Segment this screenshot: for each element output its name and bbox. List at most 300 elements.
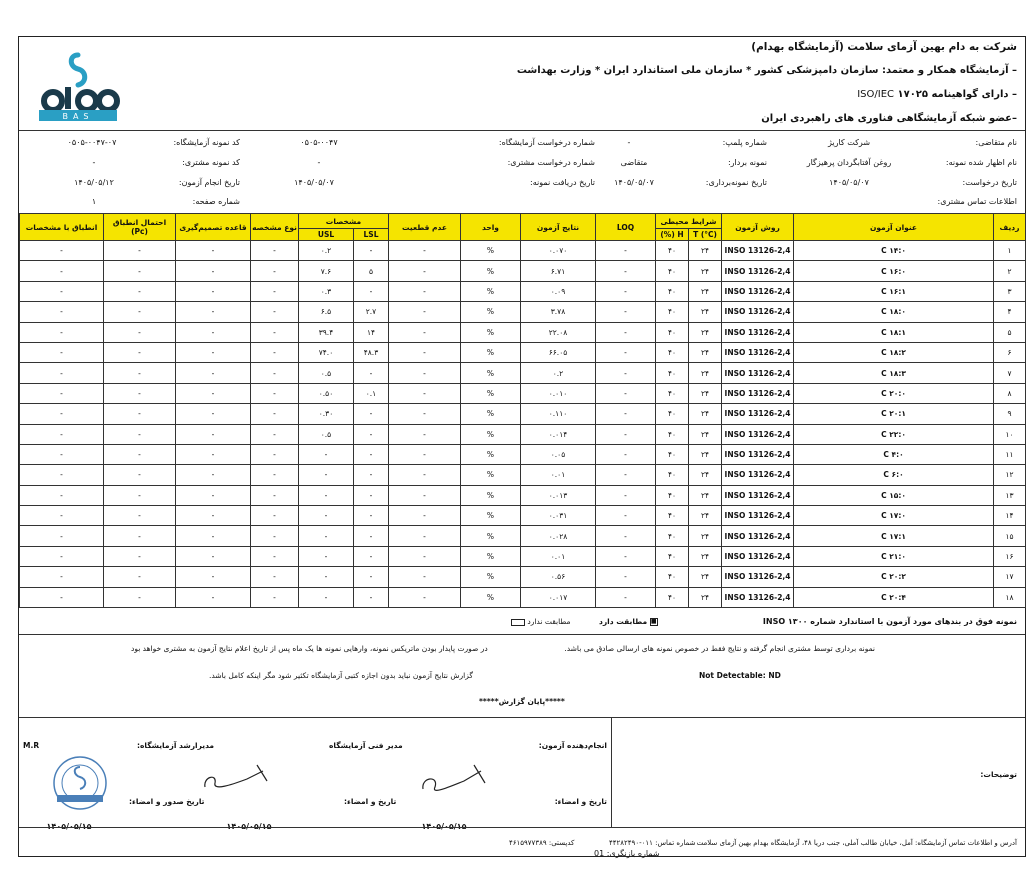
cell-test-method: INSO 13126-2,4 bbox=[722, 485, 794, 505]
cell-unit: % bbox=[461, 383, 521, 403]
cell-pc: - bbox=[104, 261, 176, 281]
cell-decision-rule: - bbox=[176, 465, 251, 485]
cell-test-title: C ۱۸:۲ bbox=[794, 342, 994, 362]
cell-unit: % bbox=[461, 302, 521, 322]
cell-row-number: ۱۰ bbox=[994, 424, 1026, 444]
cell-unit: % bbox=[461, 322, 521, 342]
cell-row-number: ۲ bbox=[994, 261, 1026, 281]
conforms-checkbox[interactable]: ■ bbox=[650, 618, 657, 625]
cell-decision-rule: - bbox=[176, 404, 251, 424]
accreditation-line: – آزمایشگاه همکار و معتمد: سازمان دامپزشکی کشور * سازمان ملی استاندارد ایران * وزارت بهداشت bbox=[516, 65, 1017, 76]
cell-test-method: INSO 13126-2,4 bbox=[722, 567, 794, 587]
cell-pc: - bbox=[104, 404, 176, 424]
lab-sample-code-label: کد نمونه آزمایشگاه: bbox=[173, 138, 240, 147]
cell-loq: - bbox=[596, 302, 656, 322]
cell-unit: % bbox=[461, 485, 521, 505]
technical-date: ۱۴۰۵/۰۵/۱۵ bbox=[226, 822, 272, 831]
page-no-value: ۱ bbox=[91, 197, 97, 206]
cell-temperature: ۲۴ bbox=[689, 383, 722, 403]
cell-spec-type: - bbox=[251, 587, 299, 607]
cell-conformity: - bbox=[20, 383, 104, 403]
cell-loq: - bbox=[596, 261, 656, 281]
cell-usl: - bbox=[299, 546, 354, 566]
table-row bbox=[20, 404, 1026, 424]
cell-test-title: C ۱۸:۰ bbox=[794, 302, 994, 322]
header-conformity: انطباق با مشخصات bbox=[20, 214, 104, 241]
cell-uncertainty: - bbox=[389, 241, 461, 261]
conforms-option[interactable] bbox=[599, 617, 658, 626]
cell-lsl: - bbox=[354, 526, 389, 546]
cell-usl: ۶.۵ bbox=[299, 302, 354, 322]
report-page bbox=[18, 36, 1026, 857]
cell-result: ۰.۰۳۱ bbox=[521, 506, 596, 526]
footer-postcode: کدپستی: ۴۶۱۵۹۷۷۳۸۹ bbox=[509, 839, 575, 847]
cell-result: ۰.۲ bbox=[521, 363, 596, 383]
cell-test-title: C ۱۷:۱ bbox=[794, 526, 994, 546]
table-row bbox=[20, 281, 1026, 301]
cell-spec-type: - bbox=[251, 465, 299, 485]
cell-uncertainty: - bbox=[389, 567, 461, 587]
cell-result: ۰.۰۱ bbox=[521, 546, 596, 566]
cell-humidity: ۴۰ bbox=[656, 485, 689, 505]
cell-usl: - bbox=[299, 485, 354, 505]
cell-conformity: - bbox=[20, 261, 104, 281]
bas-logo bbox=[33, 51, 123, 123]
cell-result: ۰.۵۶ bbox=[521, 567, 596, 587]
cell-conformity: - bbox=[20, 444, 104, 464]
header-spec-type: نوع مشخصه bbox=[251, 214, 299, 241]
footer-divider bbox=[19, 827, 1025, 828]
note-sampling: نمونه برداری توسط مشتری انجام گرفته و نتایج فقط در خصوص نمونه های ارسالی صادق می باشد. bbox=[564, 644, 875, 653]
lab-request-no-value: ۰۵۰۵-۰۰۴۷ bbox=[300, 138, 338, 147]
cell-temperature: ۲۴ bbox=[689, 363, 722, 383]
cell-humidity: ۴۰ bbox=[656, 526, 689, 546]
technical-manager-signature bbox=[199, 757, 279, 797]
company-title: شرکت به دام بهین آزمای سلامت (آزمایشگاه بهدام) bbox=[751, 41, 1017, 53]
cell-test-method: INSO 13126-2,4 bbox=[722, 465, 794, 485]
cell-spec-type: - bbox=[251, 322, 299, 342]
cell-lsl: - bbox=[354, 241, 389, 261]
table-row bbox=[20, 424, 1026, 444]
cell-lsl: - bbox=[354, 465, 389, 485]
cell-test-title: C ۲۰:۱ bbox=[794, 404, 994, 424]
cell-pc: - bbox=[104, 363, 176, 383]
cell-loq: - bbox=[596, 506, 656, 526]
cell-uncertainty: - bbox=[389, 302, 461, 322]
cell-decision-rule: - bbox=[176, 322, 251, 342]
declared-name-label: نام اظهار شده نمونه: bbox=[945, 158, 1017, 167]
cell-result: ۰.۰۲۸ bbox=[521, 526, 596, 546]
sampling-date-value: ۱۴۰۵/۰۵/۰۷ bbox=[614, 178, 654, 187]
cell-uncertainty: - bbox=[389, 281, 461, 301]
cell-loq: - bbox=[596, 444, 656, 464]
cell-humidity: ۴۰ bbox=[656, 383, 689, 403]
tester-signature bbox=[419, 757, 499, 797]
issue-date-label: تاریخ صدور و امضاء: bbox=[129, 797, 205, 806]
cell-test-title: C ۲۰:۴ bbox=[794, 587, 994, 607]
cell-decision-rule: - bbox=[176, 567, 251, 587]
customer-request-no-label: شماره درخواست مشتری: bbox=[507, 158, 595, 167]
cell-usl: ۰.۳۰ bbox=[299, 404, 354, 424]
table-row bbox=[20, 567, 1026, 587]
cell-decision-rule: - bbox=[176, 342, 251, 362]
table-row bbox=[20, 485, 1026, 505]
cell-decision-rule: - bbox=[176, 241, 251, 261]
cell-unit: % bbox=[461, 241, 521, 261]
logo-text: BAS bbox=[62, 112, 94, 121]
cell-pc: - bbox=[104, 567, 176, 587]
cell-pc: - bbox=[104, 302, 176, 322]
cell-test-method: INSO 13126-2,4 bbox=[722, 363, 794, 383]
cell-test-method: INSO 13126-2,4 bbox=[722, 526, 794, 546]
cell-temperature: ۲۴ bbox=[689, 567, 722, 587]
cell-decision-rule: - bbox=[176, 506, 251, 526]
cell-conformity: - bbox=[20, 567, 104, 587]
cell-result: ۰.۰۱۰ bbox=[521, 383, 596, 403]
cell-test-title: C ۶:۰ bbox=[794, 465, 994, 485]
cell-conformity: - bbox=[20, 322, 104, 342]
notes-divider bbox=[19, 717, 1025, 718]
report-end: *****پایان گزارش***** bbox=[479, 697, 565, 706]
cell-loq: - bbox=[596, 546, 656, 566]
cell-decision-rule: - bbox=[176, 485, 251, 505]
cell-row-number: ۱۲ bbox=[994, 465, 1026, 485]
cell-test-title: C ۲۰:۲ bbox=[794, 567, 994, 587]
cell-test-title: C ۲۲:۰ bbox=[794, 424, 994, 444]
cell-conformity: - bbox=[20, 424, 104, 444]
cell-humidity: ۴۰ bbox=[656, 302, 689, 322]
plomb-label: شماره پلمپ: bbox=[722, 138, 767, 147]
cell-test-method: INSO 13126-2,4 bbox=[722, 587, 794, 607]
cell-humidity: ۴۰ bbox=[656, 465, 689, 485]
cell-test-title: C ۱۶:۱ bbox=[794, 281, 994, 301]
cell-spec-type: - bbox=[251, 281, 299, 301]
cell-unit: % bbox=[461, 342, 521, 362]
senior-manager-label: مدیرارشد آزمایشگاه: bbox=[137, 741, 215, 750]
cell-result: ۰.۱۱۰ bbox=[521, 404, 596, 424]
table-row bbox=[20, 444, 1026, 464]
cell-spec-type: - bbox=[251, 342, 299, 362]
footer-phone: شماره تماس: ۰۱۱-۴۴۲۸۲۴۹۰ bbox=[609, 839, 696, 847]
cell-loq: - bbox=[596, 465, 656, 485]
cell-lsl: ۵ bbox=[354, 261, 389, 281]
cell-conformity: - bbox=[20, 342, 104, 362]
test-date-label: تاریخ انجام آزمون: bbox=[178, 178, 240, 187]
cell-usl: ۰.۵۰ bbox=[299, 383, 354, 403]
cell-test-method: INSO 13126-2,4 bbox=[722, 281, 794, 301]
cell-loq: - bbox=[596, 567, 656, 587]
cell-humidity: ۴۰ bbox=[656, 567, 689, 587]
cell-usl: - bbox=[299, 526, 354, 546]
cell-usl: ۷.۶ bbox=[299, 261, 354, 281]
cell-test-method: INSO 13126-2,4 bbox=[722, 506, 794, 526]
table-row bbox=[20, 546, 1026, 566]
cell-temperature: ۲۴ bbox=[689, 261, 722, 281]
cell-lsl: ۴۸.۳ bbox=[354, 342, 389, 362]
cell-uncertainty: - bbox=[389, 383, 461, 403]
lab-stamp bbox=[45, 753, 115, 813]
cell-conformity: - bbox=[20, 526, 104, 546]
cell-temperature: ۲۴ bbox=[689, 587, 722, 607]
cell-spec-type: - bbox=[251, 383, 299, 403]
cell-spec-type: - bbox=[251, 241, 299, 261]
cell-uncertainty: - bbox=[389, 444, 461, 464]
cell-unit: % bbox=[461, 363, 521, 383]
cell-conformity: - bbox=[20, 587, 104, 607]
cell-conformity: - bbox=[20, 546, 104, 566]
cell-spec-type: - bbox=[251, 506, 299, 526]
table-row bbox=[20, 506, 1026, 526]
cell-result: ۰.۰۱ bbox=[521, 465, 596, 485]
cell-test-method: INSO 13126-2,4 bbox=[722, 383, 794, 403]
cell-humidity: ۴۰ bbox=[656, 322, 689, 342]
cell-row-number: ۱۸ bbox=[994, 587, 1026, 607]
cell-conformity: - bbox=[20, 506, 104, 526]
cell-temperature: ۲۴ bbox=[689, 302, 722, 322]
cell-uncertainty: - bbox=[389, 424, 461, 444]
cell-result: ۰.۰۱۴ bbox=[521, 424, 596, 444]
table-row bbox=[20, 322, 1026, 342]
table-row bbox=[20, 587, 1026, 607]
header-decision-rule: قاعده تصمیم‌گیری bbox=[176, 214, 251, 241]
header-pc bbox=[104, 214, 176, 241]
cell-usl: ۰.۳ bbox=[299, 281, 354, 301]
cell-temperature: ۲۴ bbox=[689, 546, 722, 566]
remarks-label: توضیحات: bbox=[980, 770, 1017, 779]
cell-pc: - bbox=[104, 506, 176, 526]
header-method: روش آزمون bbox=[722, 214, 794, 241]
tester-date-label: تاریخ و امضاء: bbox=[554, 797, 607, 806]
cell-conformity: - bbox=[20, 404, 104, 424]
not-conforms-checkbox[interactable] bbox=[511, 619, 525, 626]
test-date-value: ۱۴۰۵/۰۵/۱۲ bbox=[74, 178, 114, 187]
cell-row-number: ۱۷ bbox=[994, 567, 1026, 587]
cell-lsl: - bbox=[354, 485, 389, 505]
cell-decision-rule: - bbox=[176, 302, 251, 322]
table-row bbox=[20, 261, 1026, 281]
header-divider bbox=[19, 130, 1025, 131]
cell-lsl: - bbox=[354, 404, 389, 424]
cell-spec-type: - bbox=[251, 363, 299, 383]
mr-label: M.R bbox=[23, 741, 40, 750]
cell-row-number: ۱۳ bbox=[994, 485, 1026, 505]
cell-lsl: - bbox=[354, 567, 389, 587]
cell-unit: % bbox=[461, 506, 521, 526]
cell-test-method: INSO 13126-2,4 bbox=[722, 342, 794, 362]
header-test-title: عنوان آزمون bbox=[794, 214, 994, 241]
cell-decision-rule: - bbox=[176, 363, 251, 383]
cell-unit: % bbox=[461, 424, 521, 444]
customer-sample-code-label: کد نمونه مشتری: bbox=[182, 158, 240, 167]
cell-temperature: ۲۴ bbox=[689, 506, 722, 526]
cell-row-number: ۸ bbox=[994, 383, 1026, 403]
cell-result: ۶.۷۱ bbox=[521, 261, 596, 281]
cell-decision-rule: - bbox=[176, 546, 251, 566]
cell-test-method: INSO 13126-2,4 bbox=[722, 444, 794, 464]
cell-spec-type: - bbox=[251, 444, 299, 464]
conforms-label: مطابقت دارد bbox=[599, 617, 648, 626]
results-body bbox=[20, 241, 1026, 608]
cell-humidity: ۴۰ bbox=[656, 241, 689, 261]
cell-unit: % bbox=[461, 261, 521, 281]
cell-pc: - bbox=[104, 485, 176, 505]
applicant-value: شرکت کاریژ bbox=[827, 138, 871, 147]
cell-temperature: ۲۴ bbox=[689, 342, 722, 362]
cell-temperature: ۲۴ bbox=[689, 465, 722, 485]
lab-sample-code-value: ۰۵۰۵-۰۰۴۷-۰۷ bbox=[67, 138, 117, 147]
cell-uncertainty: - bbox=[389, 485, 461, 505]
customer-sample-code-value: - bbox=[92, 158, 96, 167]
certificate-text: – دارای گواهینامه ۱۷۰۲۵ bbox=[897, 89, 1017, 100]
header-unit: واحد bbox=[461, 214, 521, 241]
cell-row-number: ۶ bbox=[994, 342, 1026, 362]
cell-spec-type: - bbox=[251, 567, 299, 587]
technical-manager-label: مدیر فنی آزمایشگاه bbox=[329, 741, 403, 750]
not-conforms-label: مطابقت ندارد bbox=[527, 617, 571, 626]
cell-uncertainty: - bbox=[389, 546, 461, 566]
tester-label: انجام‌دهنده آزمون: bbox=[538, 741, 607, 750]
cell-loq: - bbox=[596, 526, 656, 546]
cell-loq: - bbox=[596, 404, 656, 424]
cell-pc: - bbox=[104, 383, 176, 403]
cell-spec-type: - bbox=[251, 261, 299, 281]
header-lsl: LSL bbox=[354, 229, 389, 241]
cell-result: ۲۲.۰۸ bbox=[521, 322, 596, 342]
cell-test-method: INSO 13126-2,4 bbox=[722, 241, 794, 261]
cell-lsl: - bbox=[354, 363, 389, 383]
cell-lsl: - bbox=[354, 444, 389, 464]
cell-test-title: C ۱۵:۰ bbox=[794, 485, 994, 505]
cell-test-title: C ۱۴:۰ bbox=[794, 241, 994, 261]
table-row bbox=[20, 526, 1026, 546]
cell-row-number: ۱۶ bbox=[994, 546, 1026, 566]
cell-test-title: C ۲۰:۰ bbox=[794, 383, 994, 403]
cell-spec-type: - bbox=[251, 526, 299, 546]
cell-humidity: ۴۰ bbox=[656, 404, 689, 424]
table-row bbox=[20, 363, 1026, 383]
cell-usl: - bbox=[299, 444, 354, 464]
header-row-number: ردیف bbox=[994, 214, 1026, 241]
cell-loq: - bbox=[596, 485, 656, 505]
cell-uncertainty: - bbox=[389, 342, 461, 362]
conformity-divider bbox=[19, 634, 1025, 635]
cell-decision-rule: - bbox=[176, 424, 251, 444]
cell-usl: - bbox=[299, 465, 354, 485]
note-nd: Not Detectable: ND bbox=[699, 671, 781, 680]
cell-row-number: ۳ bbox=[994, 281, 1026, 301]
cell-humidity: ۴۰ bbox=[656, 506, 689, 526]
cell-spec-type: - bbox=[251, 546, 299, 566]
cell-decision-rule: - bbox=[176, 587, 251, 607]
cell-lsl: - bbox=[354, 281, 389, 301]
cell-decision-rule: - bbox=[176, 383, 251, 403]
request-date-label: تاریخ درخواست: bbox=[962, 178, 1017, 187]
cell-loq: - bbox=[596, 281, 656, 301]
cell-lsl: ۰.۱ bbox=[354, 383, 389, 403]
note-return: در صورت پایدار بودن ماتریکس نمونه، وارهایی نمونه ها یک ماه پس از تاریخ اعلام نتایج آزمون به مشتری خواهد بود bbox=[131, 644, 488, 653]
cell-pc: - bbox=[104, 424, 176, 444]
cell-temperature: ۲۴ bbox=[689, 241, 722, 261]
footer-address: آدرس و اطلاعات تماس آزمایشگاه: آمل، خیابان طالب آملی، جنب دریا ۴۸، آزمایشگاه بهدام بهین آزمای سلامت bbox=[696, 839, 1017, 847]
cell-unit: % bbox=[461, 281, 521, 301]
cell-test-title: C ۱۸:۱ bbox=[794, 322, 994, 342]
cell-row-number: ۹ bbox=[994, 404, 1026, 424]
cell-humidity: ۴۰ bbox=[656, 342, 689, 362]
cell-pc: - bbox=[104, 444, 176, 464]
cell-unit: % bbox=[461, 444, 521, 464]
cell-lsl: - bbox=[354, 546, 389, 566]
cell-humidity: ۴۰ bbox=[656, 546, 689, 566]
cell-test-title: C ۱۷:۰ bbox=[794, 506, 994, 526]
footer-revision: شماره بازنگری: 01 bbox=[594, 849, 660, 858]
cell-lsl: ۱۴ bbox=[354, 322, 389, 342]
cell-pc: - bbox=[104, 587, 176, 607]
cell-pc: - bbox=[104, 322, 176, 342]
cell-test-method: INSO 13126-2,4 bbox=[722, 424, 794, 444]
cell-decision-rule: - bbox=[176, 261, 251, 281]
cell-unit: % bbox=[461, 465, 521, 485]
header-loq: LOQ bbox=[596, 214, 656, 241]
cell-usl: - bbox=[299, 587, 354, 607]
cell-usl: ۰.۵ bbox=[299, 363, 354, 383]
cell-spec-type: - bbox=[251, 424, 299, 444]
cell-result: ۰.۰۷۰ bbox=[521, 241, 596, 261]
cell-spec-type: - bbox=[251, 404, 299, 424]
cell-pc: - bbox=[104, 546, 176, 566]
conformity-text: نمونه فوق در بندهای مورد آزمون با استاندارد شماره ۱۳۰۰ INSO bbox=[762, 617, 1017, 626]
cell-conformity: - bbox=[20, 281, 104, 301]
cell-result: ۰.۰۹ bbox=[521, 281, 596, 301]
receipt-date-label: تاریخ دریافت نمونه: bbox=[530, 178, 595, 187]
cell-pc: - bbox=[104, 526, 176, 546]
cell-row-number: ۱۵ bbox=[994, 526, 1026, 546]
cell-temperature: ۲۴ bbox=[689, 322, 722, 342]
customer-request-no-value: - bbox=[317, 158, 321, 167]
cell-loq: - bbox=[596, 424, 656, 444]
cell-result: ۶۶.۰۵ bbox=[521, 342, 596, 362]
header-usl: USL bbox=[299, 229, 354, 241]
cell-row-number: ۱۴ bbox=[994, 506, 1026, 526]
cell-unit: % bbox=[461, 404, 521, 424]
cell-loq: - bbox=[596, 363, 656, 383]
cell-loq: - bbox=[596, 322, 656, 342]
cell-loq: - bbox=[596, 383, 656, 403]
sampler-value: متقاضی bbox=[620, 158, 648, 167]
cell-test-method: INSO 13126-2,4 bbox=[722, 546, 794, 566]
cell-row-number: ۱ bbox=[994, 241, 1026, 261]
not-conforms-option[interactable] bbox=[511, 617, 571, 626]
cell-spec-type: - bbox=[251, 302, 299, 322]
cell-conformity: - bbox=[20, 363, 104, 383]
cell-test-method: INSO 13126-2,4 bbox=[722, 302, 794, 322]
sampling-date-label: تاریخ نمونه‌برداری: bbox=[705, 178, 767, 187]
cell-lsl: - bbox=[354, 587, 389, 607]
cell-loq: - bbox=[596, 587, 656, 607]
applicant-label: نام متقاضی: bbox=[975, 138, 1017, 147]
cell-usl: ۳۹.۴ bbox=[299, 322, 354, 342]
cell-row-number: ۵ bbox=[994, 322, 1026, 342]
cell-test-title: C ۲۱:۰ bbox=[794, 546, 994, 566]
cell-row-number: ۱۱ bbox=[994, 444, 1026, 464]
cell-uncertainty: - bbox=[389, 506, 461, 526]
cell-lsl: - bbox=[354, 506, 389, 526]
receipt-date-value: ۱۴۰۵/۰۵/۰۷ bbox=[294, 178, 334, 187]
cell-temperature: ۲۴ bbox=[689, 404, 722, 424]
cell-usl: ۷۴.۰ bbox=[299, 342, 354, 362]
cell-decision-rule: - bbox=[176, 526, 251, 546]
cell-test-title: C ۴:۰ bbox=[794, 444, 994, 464]
cell-unit: % bbox=[461, 587, 521, 607]
